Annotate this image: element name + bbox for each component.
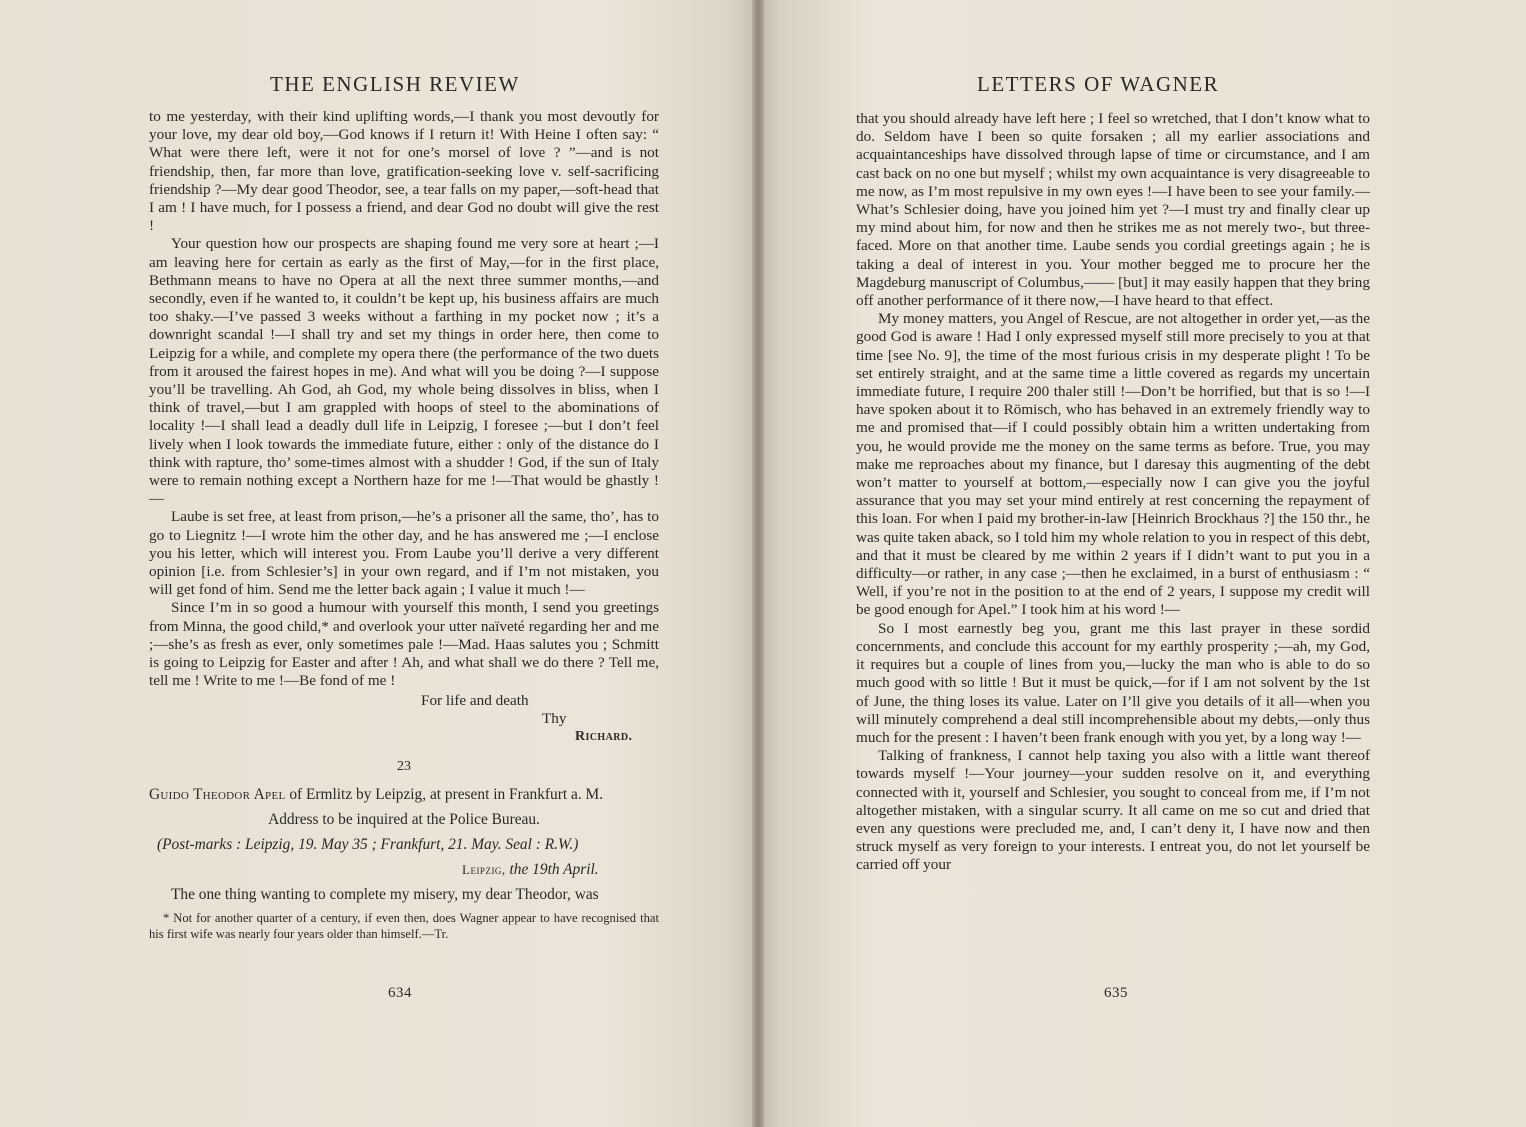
dateline-date: the 19th April. [505, 861, 599, 879]
closing-line-1: For life and death [421, 691, 529, 709]
left-paragraph-2: Your question how our prospects are shaping found me very sore at heart ;—I am leaving here for certain as early as the first of May,—for in the first place, Bethmann means to have no Opera at all the next three summer months,—and secondly, even if he wanted to, it couldn’t be kept up, his business affairs are much too shaky.—I’ve passed 3 weeks without a farthing in my pocket now ; it’s a downright scandal !—I shall try and set my things in order here, then come to Leipzig for a while, and complete my opera there (the performance of the two duets from it aroused the fairest hopes in me). And what will you be doing ?—I suppose you’ll be travelling. Ah God, ah God, my whole being dissolves in bliss, when I think of travel,—but I am grappled with hoops of steel to the abominations of locality !—I shall lead a deadly dull life in Leipzig, I foresee ;—but I don’t feel lively when I look towards the immediate future, either : only of the distance do I think with rapture, tho’ some-times almost with a shudder ! God, if the sun of Italy were to remain nothing except a Northern haze for me !—That would be ghastly !— [149, 235, 659, 508]
address-line-1 [149, 782, 659, 807]
left-text-block [149, 108, 659, 942]
left-paragraph-4: Since I’m in so good a humour with yourself this month, I send you greetings from Minna, the good child,* and overlook your utter naïveté regarding her and me ;—she’s as fresh as ever, only sometimes pale !—Mad. Haas salutes you ; Schmitt is going to Leipzig for Easter and after ! Ah, and what shall we do there ? Tell me, tell me ! Write to me !—Be fond of me ! [149, 599, 659, 690]
right-text-block [856, 110, 1370, 875]
address-rest: of Ermlitz by Leipzig, at present in Frankfurt a. M. [285, 786, 604, 804]
address-name: Guido Theodor Apel [149, 786, 286, 804]
signature: Richard. [575, 728, 633, 744]
book-gutter [752, 0, 764, 1127]
letter-number: 23 [397, 759, 411, 775]
footnote: * Not for another quarter of a century, if even then, does Wagner appear to have recognised that his first wife was nearly four years older than himself.—Tr. [149, 911, 659, 941]
page-number-right: 635 [1104, 985, 1128, 1001]
right-paragraph-2: My money matters, you Angel of Rescue, are not altogether in order yet,—as the good God is aware ! Had I only expressed myself still more precisely to you at that time [see No. 9], the time of the most furious crisis in my desperate plight ! To be set entirely straight, and at the same time a little covered as regards my uncertain immediate future, I require 200 thaler still !—Don’t be horrified, but that is so !—I have spoken about it to Römisch, who has behaved in an extremely friendly way to me and promised that—if I could possibly obtain him a written undertaking from you, he would provide me the money on the same terms as before. True, you may make me reproaches about my finance, but I daresay this augmenting of the debt won’t matter to yourself at bottom,—especially now I can give you the joyful assurance that you may set your mind entirely at rest concerning the repayment of this loan. For when I paid my brother-in-law [Heinrich Brockhaus ?] the 150 thr., he was quite taken aback, so I told him my whole relation to you in respect of this debt, and that it must be cleared by me within 2 years if I didn’t want to put you in a difficulty—or rather, in any case ;—then he exclaimed, in a burst of enthusiasm : “ Well, if you’re not in the position to at the end of 2 years, I suppose my credit will be good enough for Apel.” I took him at his word !— [856, 310, 1370, 619]
dateline [149, 857, 659, 882]
running-header-right: LETTERS OF WAGNER [977, 72, 1220, 96]
address-line-2: Address to be inquired at the Police Bureau. [268, 811, 540, 829]
left-page [0, 0, 757, 1127]
closing-line-2: Thy [542, 709, 567, 727]
dateline-place: Leipzig, [462, 862, 506, 878]
left-last-line: The one thing wanting to complete my misery, my dear Theodor, was [171, 886, 599, 904]
left-paragraph-3: Laube is set free, at least from prison,—he’s a prisoner all the same, tho’, has to go to Liegnitz !—I wrote him the other day, and he has answered me ;—I enclose you his letter, which will interest you. From Laube you’ll derive a very different opinion [i.e. from Schlesier’s] in your own regard, and if I’m not mistaken, you will get fond of him. Send me the letter back again ; I value it much !— [149, 508, 659, 599]
right-paragraph-1: that you should already have left here ; I feel so wretched, that I don’t know what to do. Seldom have I been so quite forsaken ; all my earlier associations and acquaintanceships have dissolved through lapse of time or circumstance, and I am cast back on no one but myself ; whilst my own acquaintance is very disagreeable to me now, as I’m most repulsive in my own eyes !—I have been to see your family.—What’s Schlesier doing, have you joined him yet ?—I must try and finally clear up my mind about him, for now and then he strikes me as not merely two-, but three-faced. More on that another time. Laube sends you cordial greetings again ; he is taking a deal of interest in you. Your mother begged me to procure her the Magdeburg manuscript of Columbus,—— [but] it may easily happen that they bring off another performance of it there now,—I have heard to that effect. [856, 110, 1370, 310]
right-page [757, 0, 1526, 1127]
left-paragraph-1: to me yesterday, with their kind uplifting words,—I thank you most devoutly for your love, my dear old boy,—God knows if I return it! With Heine I often say: “ What were there left, were it not for one’s morsel of love ? ”—and is not friendship, then, far more than love, gratification-seeking love v. self-sacrificing friendship ?—My dear good Theodor, see, a tear falls on my paper,—soft-head that I am ! I have much, for I possess a friend, and dear God no doubt will give the rest ! [149, 108, 659, 235]
postmarks-line: (Post-marks : Leipzig, 19. May 35 ; Frankfurt, 21. May. Seal : R.W.) [157, 836, 579, 854]
running-header-left: THE ENGLISH REVIEW [270, 72, 520, 96]
right-paragraph-3: So I most earnestly beg you, grant me this last prayer in these sordid concernments, and conclude this account for my earthly prosperity ;—ah, my God, it requires but a couple of lines from you,—lucky the man who is able to do so much good with so little ! But it must be quick,—for if I am not solvent by the 1st of June, the thing loses its value. Later on I’ll give you details of it all—when you will minutely comprehend a deal still incomprehensible about my debts,—only thus much for the present : I haven’t been frank enough with you yet, by a long way !— [856, 619, 1370, 746]
page-number-left: 634 [388, 985, 412, 1001]
right-paragraph-4: Talking of frankness, I cannot help taxing you also with a little want thereof towards myself !—Your journey—your sudden resolve on it, and everything connected with it, yourself and Schlesier, you sought to conceal from me, if I’m not altogether mistaken, with a singular scurry. It all came on me so cut and dried that even any questions were precluded me, and, I can’t deny it, I have now and then struck myself as very foreign to your interests. I entreat you, do not let yourself be carried off your [856, 747, 1370, 874]
